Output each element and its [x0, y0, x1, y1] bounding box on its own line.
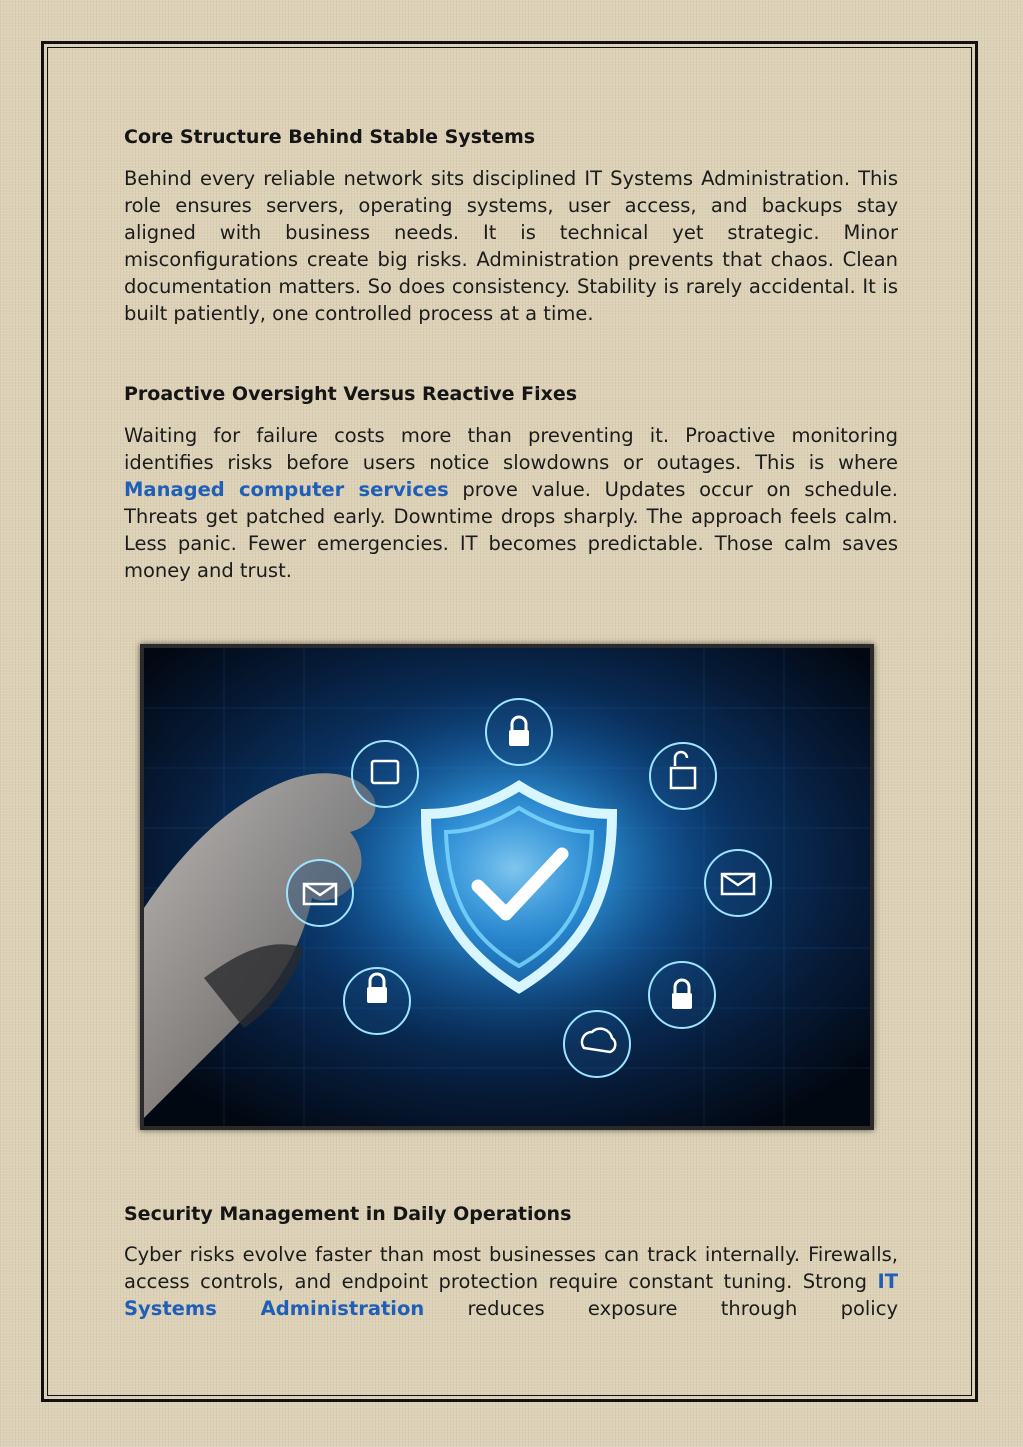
mail-icon	[705, 850, 771, 916]
paragraph-text: prove value. Updates occur on schedule. Threats get patched early. Downtime drops sharply. The approach feels calm. Less panic. Fewer emergencies. IT becomes predictable. Those calm saves money and trust.	[124, 478, 898, 582]
section-heading: Proactive Oversight Versus Reactive Fixes	[124, 383, 578, 405]
it-systems-administration-link[interactable]: IT Systems Administration	[124, 1270, 898, 1320]
section-paragraph: Behind every reliable network sits disciplined IT Systems Administration. This role ensures servers, operating systems, user access, and backups stay aligned with business needs. It is technical yet strategic. Minor misconfigurations create big risks. Administration prevents that chaos. Clean documentation matters. So does consistency. Stability is rarely accidental. It is built patiently, one controlled process at a time.	[124, 167, 898, 325]
cyber-security-illustration	[144, 648, 870, 1126]
paragraph-text: Cyber risks evolve faster than most businesses can track internally. Firewalls, access controls, and endpoint protection require constant tuning. Strong	[124, 1243, 898, 1293]
monitor-icon	[352, 741, 418, 807]
section-security-management	[124, 1201, 898, 1322]
mail-icon	[287, 860, 353, 926]
section-paragraph	[124, 422, 898, 584]
section-core-structure	[124, 124, 898, 327]
section-heading: Security Management in Daily Operations	[124, 1203, 572, 1225]
paragraph-text: Waiting for failure costs more than preventing it. Proactive monitoring identifies risks before users notice slowdowns or outages. This is where	[124, 424, 898, 474]
section-paragraph	[124, 1241, 898, 1322]
security-shield-image	[140, 644, 874, 1130]
section-heading: Core Structure Behind Stable Systems	[124, 126, 536, 148]
cloud-lock-icon	[564, 1011, 630, 1077]
section-proactive-oversight	[124, 381, 898, 584]
managed-services-link[interactable]: Managed computer services	[124, 478, 449, 501]
paragraph-text: reduces exposure through policy	[424, 1297, 898, 1320]
